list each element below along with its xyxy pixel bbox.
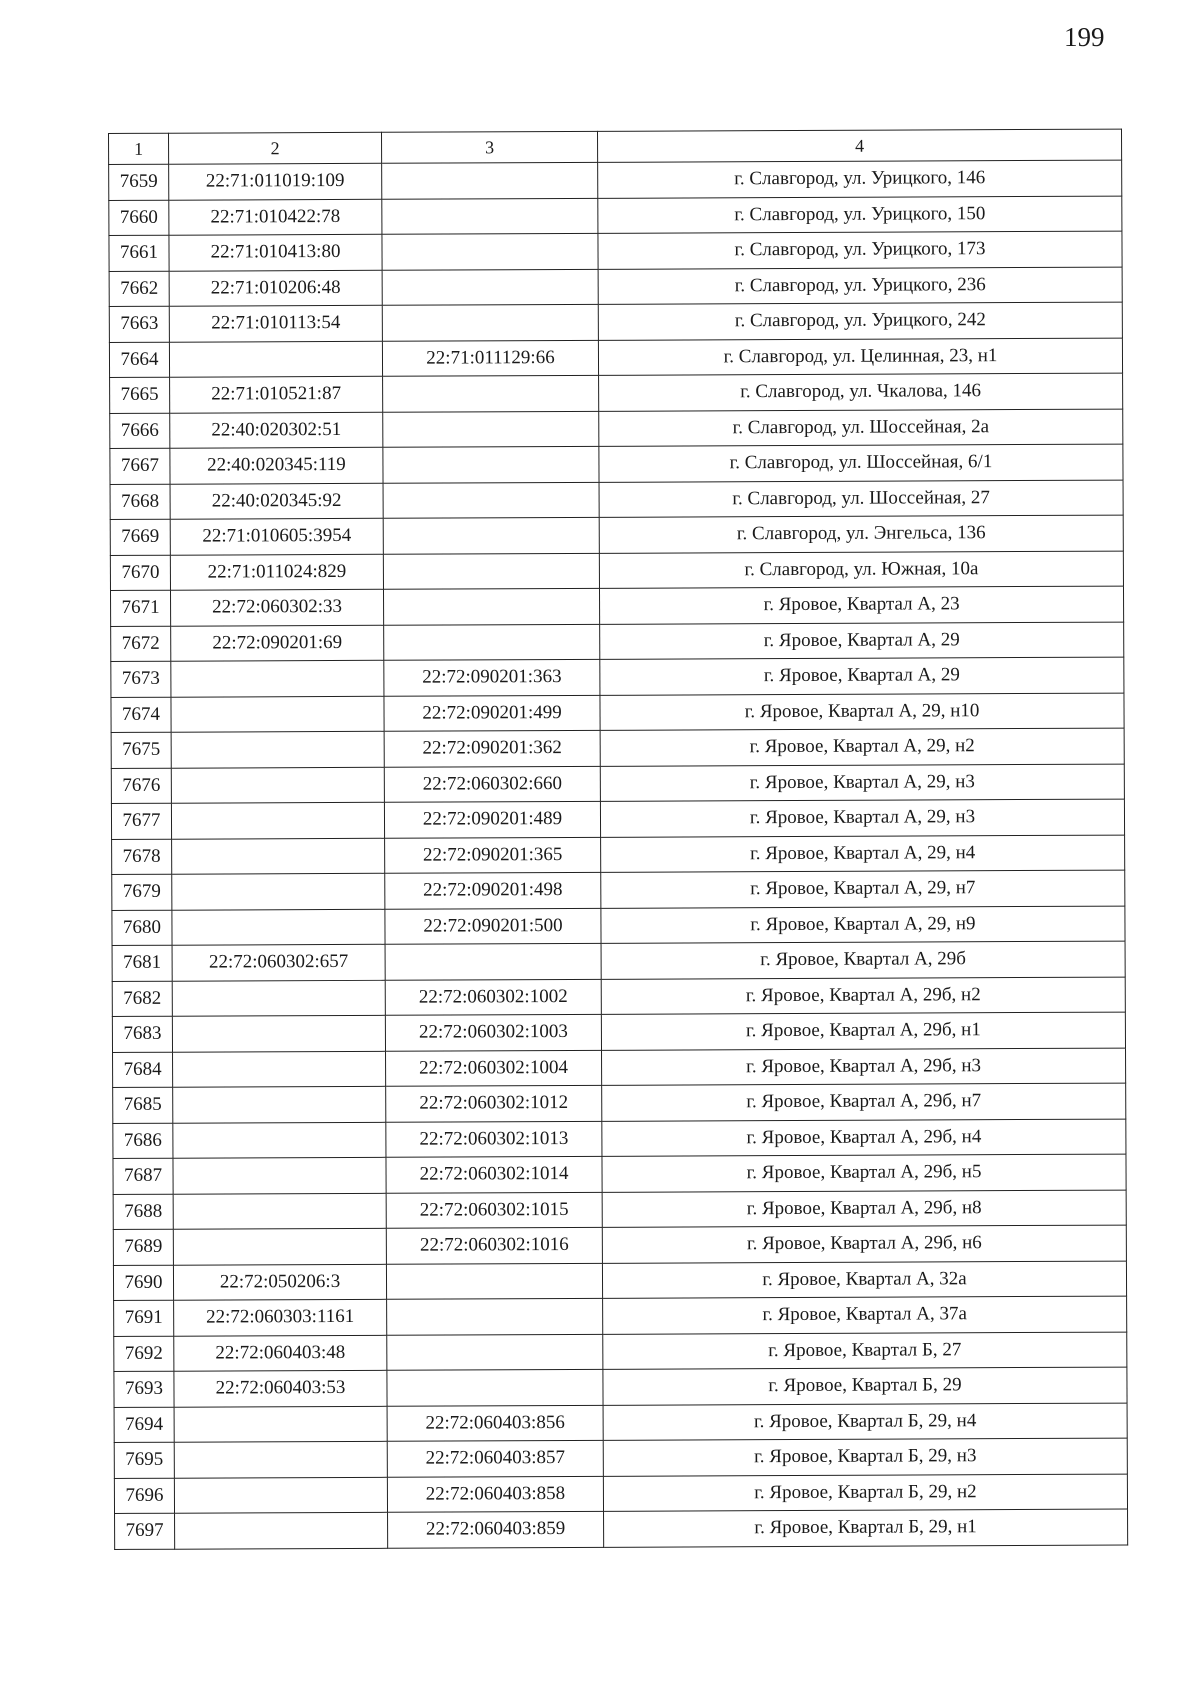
table-row <box>114 1367 1127 1407</box>
address-cell: г. Яровое, Квартал А, 29б, н8 <box>602 1190 1126 1228</box>
page-number: 199 <box>1064 22 1105 52</box>
cadastral-number-cell: 22:71:010521:87 <box>170 376 383 412</box>
address-cell: г. Славгород, ул. Чкалова, 146 <box>599 373 1123 411</box>
parent-cadastral-number-cell <box>383 482 599 518</box>
column-header-3: 3 <box>381 131 597 163</box>
table-row <box>112 1012 1125 1052</box>
table-row <box>110 551 1123 591</box>
address-cell: г. Славгород, ул. Целинная, 23, н1 <box>598 338 1122 376</box>
table-row <box>111 622 1124 662</box>
address-cell: г. Яровое, Квартал А, 29, н2 <box>600 728 1124 766</box>
cadastral-number-cell <box>174 1406 387 1442</box>
table-row <box>113 1083 1126 1123</box>
row-number-cell: 7697 <box>115 1513 175 1549</box>
cadastral-number-cell: 22:72:060403:53 <box>174 1370 387 1406</box>
address-cell: г. Яровое, Квартал А, 29б, н3 <box>602 1048 1126 1086</box>
address-cell: г. Яровое, Квартал А, 29б, н7 <box>602 1083 1126 1121</box>
cadastral-number-cell: 22:71:010206:48 <box>169 270 382 306</box>
address-cell: г. Яровое, Квартал Б, 29, н1 <box>604 1509 1128 1547</box>
address-cell: г. Яровое, Квартал Б, 29 <box>603 1367 1127 1405</box>
cadastral-number-cell <box>172 838 385 874</box>
row-number-cell: 7693 <box>114 1371 174 1407</box>
table-row <box>114 1296 1127 1336</box>
parent-cadastral-number-cell <box>382 304 598 340</box>
parent-cadastral-number-cell <box>383 588 599 624</box>
row-number-cell: 7678 <box>112 839 172 875</box>
cadastral-number-cell <box>172 1015 385 1051</box>
parent-cadastral-number-cell <box>382 198 598 234</box>
cadastral-number-cell <box>171 731 384 767</box>
header-row <box>109 129 1122 164</box>
cadastral-number-cell <box>174 1441 387 1477</box>
cadastral-number-cell: 22:72:060403:48 <box>174 1335 387 1371</box>
row-number-cell: 7691 <box>114 1300 174 1336</box>
parent-cadastral-number-cell <box>382 162 598 198</box>
address-cell: г. Яровое, Квартал Б, 29, н4 <box>603 1403 1127 1441</box>
table-row <box>110 373 1123 413</box>
cadastral-number-cell: 22:71:010413:80 <box>169 234 382 270</box>
parent-cadastral-number-cell: 22:72:060302:660 <box>384 766 600 802</box>
table-row <box>110 515 1123 555</box>
parent-cadastral-number-cell: 22:72:090201:363 <box>384 659 600 695</box>
cadastral-number-cell: 22:71:010605:3954 <box>170 518 383 554</box>
table-row <box>113 1225 1126 1265</box>
row-number-cell: 7690 <box>113 1265 173 1301</box>
table-row <box>109 160 1122 200</box>
address-cell: г. Славгород, ул. Шоссейная, 27 <box>599 480 1123 518</box>
address-cell: г. Яровое, Квартал А, 37а <box>603 1296 1127 1334</box>
address-cell: г. Славгород, ул. Южная, 10а <box>599 551 1123 589</box>
parent-cadastral-number-cell: 22:72:090201:499 <box>384 695 600 731</box>
address-cell: г. Славгород, ул. Урицкого, 236 <box>598 267 1122 305</box>
table-row <box>110 586 1123 626</box>
row-number-cell: 7684 <box>113 1052 173 1088</box>
table-row <box>113 1261 1126 1301</box>
row-number-cell: 7659 <box>109 164 169 200</box>
parent-cadastral-number-cell <box>383 553 599 589</box>
row-number-cell: 7660 <box>109 200 169 236</box>
parent-cadastral-number-cell: 22:72:060302:1016 <box>386 1227 602 1263</box>
address-cell: г. Яровое, Квартал А, 29б, н6 <box>602 1225 1126 1263</box>
parent-cadastral-number-cell: 22:72:060302:1015 <box>386 1192 602 1228</box>
address-cell: г. Славгород, ул. Шоссейная, 2а <box>599 409 1123 447</box>
cadastral-number-cell <box>171 802 384 838</box>
cadastral-number-cell <box>172 909 385 945</box>
address-cell: г. Славгород, ул. Урицкого, 150 <box>598 196 1122 234</box>
address-cell: г. Яровое, Квартал Б, 29, н3 <box>603 1438 1127 1476</box>
cadastral-number-cell: 22:40:020345:92 <box>170 483 383 519</box>
row-number-cell: 7685 <box>113 1087 173 1123</box>
column-header-2: 2 <box>169 132 382 164</box>
registry-table <box>108 129 1128 1550</box>
row-number-cell: 7664 <box>109 342 169 378</box>
row-number-cell: 7687 <box>113 1158 173 1194</box>
row-number-cell: 7692 <box>114 1336 174 1372</box>
address-cell: г. Яровое, Квартал А, 29б, н4 <box>602 1119 1126 1157</box>
table-row <box>109 338 1122 378</box>
parent-cadastral-number-cell: 22:72:060302:1003 <box>385 1014 601 1050</box>
parent-cadastral-number-cell: 22:72:060302:1004 <box>386 1050 602 1086</box>
row-number-cell: 7669 <box>110 519 170 555</box>
table-row <box>109 267 1122 307</box>
table-row <box>111 657 1124 697</box>
cadastral-number-cell <box>171 660 384 696</box>
row-number-cell: 7688 <box>113 1194 173 1230</box>
parent-cadastral-number-cell <box>387 1298 603 1334</box>
table-row <box>111 764 1124 804</box>
cadastral-number-cell <box>173 1193 386 1229</box>
parent-cadastral-number-cell: 22:72:060302:1013 <box>386 1121 602 1157</box>
table-row <box>114 1438 1127 1478</box>
cadastral-number-cell <box>172 980 385 1016</box>
cadastral-number-cell: 22:72:060303:1161 <box>174 1299 387 1335</box>
parent-cadastral-number-cell: 22:72:090201:498 <box>385 872 601 908</box>
column-header-1: 1 <box>109 133 169 164</box>
parent-cadastral-number-cell: 22:72:090201:362 <box>384 730 600 766</box>
table-row <box>112 906 1125 946</box>
parent-cadastral-number-cell: 22:72:060403:858 <box>387 1476 603 1512</box>
row-number-cell: 7673 <box>111 661 171 697</box>
address-cell: г. Яровое, Квартал А, 29, н3 <box>600 799 1124 837</box>
address-cell: г. Яровое, Квартал А, 29 <box>600 657 1124 695</box>
cadastral-number-cell <box>169 341 382 377</box>
cadastral-number-cell <box>173 1086 386 1122</box>
cadastral-number-cell: 22:72:050206:3 <box>173 1264 386 1300</box>
address-cell: г. Яровое, Квартал А, 29, н10 <box>600 693 1124 731</box>
address-cell: г. Славгород, ул. Урицкого, 173 <box>598 231 1122 269</box>
parent-cadastral-number-cell <box>387 1334 603 1370</box>
cadastral-number-cell: 22:40:020302:51 <box>170 412 383 448</box>
table-row <box>112 977 1125 1017</box>
parent-cadastral-number-cell <box>382 233 598 269</box>
row-number-cell: 7674 <box>111 697 171 733</box>
address-cell: г. Славгород, ул. Урицкого, 146 <box>598 160 1122 198</box>
address-cell: г. Славгород, ул. Урицкого, 242 <box>598 302 1122 340</box>
row-number-cell: 7680 <box>112 910 172 946</box>
parent-cadastral-number-cell: 22:72:060302:1002 <box>385 979 601 1015</box>
parent-cadastral-number-cell: 22:72:090201:365 <box>385 837 601 873</box>
row-number-cell: 7675 <box>111 732 171 768</box>
row-number-cell: 7672 <box>111 626 171 662</box>
address-cell: г. Славгород, ул. Шоссейная, 6/1 <box>599 444 1123 482</box>
cadastral-number-cell <box>173 1157 386 1193</box>
row-number-cell: 7682 <box>112 981 172 1017</box>
table-row <box>112 835 1125 875</box>
cadastral-number-cell <box>175 1512 388 1548</box>
address-cell: г. Яровое, Квартал А, 29, н4 <box>601 835 1125 873</box>
row-number-cell: 7677 <box>111 803 171 839</box>
row-number-cell: 7681 <box>112 945 172 981</box>
table-row <box>111 799 1124 839</box>
address-cell: г. Яровое, Квартал Б, 27 <box>603 1332 1127 1370</box>
row-number-cell: 7668 <box>110 484 170 520</box>
table-row <box>109 302 1122 342</box>
table-row <box>115 1509 1128 1549</box>
row-number-cell: 7696 <box>114 1478 174 1514</box>
table-row <box>109 231 1122 271</box>
table-row <box>112 870 1125 910</box>
parent-cadastral-number-cell: 22:72:060403:859 <box>388 1511 604 1547</box>
parent-cadastral-number-cell <box>385 943 601 979</box>
table-row <box>114 1474 1127 1514</box>
row-number-cell: 7686 <box>113 1123 173 1159</box>
table-row <box>111 728 1124 768</box>
cadastral-number-cell: 22:72:060302:657 <box>172 944 385 980</box>
parent-cadastral-number-cell <box>383 517 599 553</box>
parent-cadastral-number-cell: 22:72:090201:489 <box>384 801 600 837</box>
address-cell: г. Яровое, Квартал Б, 29, н2 <box>603 1474 1127 1512</box>
row-number-cell: 7663 <box>109 306 169 342</box>
cadastral-number-cell <box>171 767 384 803</box>
cadastral-number-cell <box>172 873 385 909</box>
cadastral-number-cell: 22:72:060302:33 <box>170 589 383 625</box>
row-number-cell: 7666 <box>110 413 170 449</box>
address-cell: г. Яровое, Квартал А, 29, н3 <box>600 764 1124 802</box>
address-cell: г. Яровое, Квартал А, 32а <box>602 1261 1126 1299</box>
parent-cadastral-number-cell <box>387 1369 603 1405</box>
parent-cadastral-number-cell: 22:71:011129:66 <box>382 340 598 376</box>
cadastral-number-cell: 22:72:090201:69 <box>171 625 384 661</box>
address-cell: г. Яровое, Квартал А, 29б, н5 <box>602 1154 1126 1192</box>
cadastral-number-cell <box>171 696 384 732</box>
row-number-cell: 7689 <box>113 1229 173 1265</box>
table-row <box>114 1403 1127 1443</box>
table-row <box>113 1190 1126 1230</box>
parent-cadastral-number-cell <box>383 411 599 447</box>
table-row <box>111 693 1124 733</box>
parent-cadastral-number-cell <box>383 375 599 411</box>
table-body <box>109 160 1128 1549</box>
row-number-cell: 7695 <box>114 1442 174 1478</box>
parent-cadastral-number-cell: 22:72:060403:856 <box>387 1405 603 1441</box>
parent-cadastral-number-cell: 22:72:060403:857 <box>387 1440 603 1476</box>
row-number-cell: 7670 <box>110 555 170 591</box>
parent-cadastral-number-cell <box>383 446 599 482</box>
parent-cadastral-number-cell: 22:72:060302:1012 <box>386 1085 602 1121</box>
row-number-cell: 7667 <box>110 448 170 484</box>
cadastral-number-cell <box>173 1228 386 1264</box>
row-number-cell: 7665 <box>110 377 170 413</box>
row-number-cell: 7676 <box>111 768 171 804</box>
table-row <box>113 1119 1126 1159</box>
cadastral-number-cell: 22:71:011019:109 <box>169 163 382 199</box>
cadastral-number-cell: 22:71:010113:54 <box>169 305 382 341</box>
table-row <box>112 941 1125 981</box>
row-number-cell: 7661 <box>109 235 169 271</box>
address-cell: г. Яровое, Квартал А, 29б, н2 <box>601 977 1125 1015</box>
table-row <box>114 1332 1127 1372</box>
cadastral-number-cell: 22:71:010422:78 <box>169 199 382 235</box>
cadastral-number-cell <box>173 1051 386 1087</box>
address-cell: г. Яровое, Квартал А, 23 <box>599 586 1123 624</box>
parent-cadastral-number-cell <box>386 1263 602 1299</box>
address-cell: г. Яровое, Квартал А, 29, н9 <box>601 906 1125 944</box>
table-row <box>113 1048 1126 1088</box>
table-row <box>109 196 1122 236</box>
column-header-4: 4 <box>597 129 1121 162</box>
cadastral-number-cell <box>173 1122 386 1158</box>
address-cell: г. Яровое, Квартал А, 29 <box>600 622 1124 660</box>
address-cell: г. Яровое, Квартал А, 29б <box>601 941 1125 979</box>
parent-cadastral-number-cell <box>382 269 598 305</box>
table-row <box>110 409 1123 449</box>
row-number-cell: 7694 <box>114 1407 174 1443</box>
cadastral-number-cell: 22:40:020345:119 <box>170 447 383 483</box>
address-cell: г. Яровое, Квартал А, 29, н7 <box>601 870 1125 908</box>
row-number-cell: 7662 <box>109 271 169 307</box>
table-row <box>113 1154 1126 1194</box>
parent-cadastral-number-cell: 22:72:060302:1014 <box>386 1156 602 1192</box>
table-row <box>110 444 1123 484</box>
address-cell: г. Славгород, ул. Энгельса, 136 <box>599 515 1123 553</box>
row-number-cell: 7671 <box>110 590 170 626</box>
cadastral-number-cell: 22:71:011024:829 <box>170 554 383 590</box>
parent-cadastral-number-cell: 22:72:090201:500 <box>385 908 601 944</box>
table-row <box>110 480 1123 520</box>
address-cell: г. Яровое, Квартал А, 29б, н1 <box>601 1012 1125 1050</box>
table-header <box>109 129 1122 164</box>
row-number-cell: 7679 <box>112 874 172 910</box>
cadastral-number-cell <box>174 1477 387 1513</box>
row-number-cell: 7683 <box>112 1016 172 1052</box>
parent-cadastral-number-cell <box>384 624 600 660</box>
